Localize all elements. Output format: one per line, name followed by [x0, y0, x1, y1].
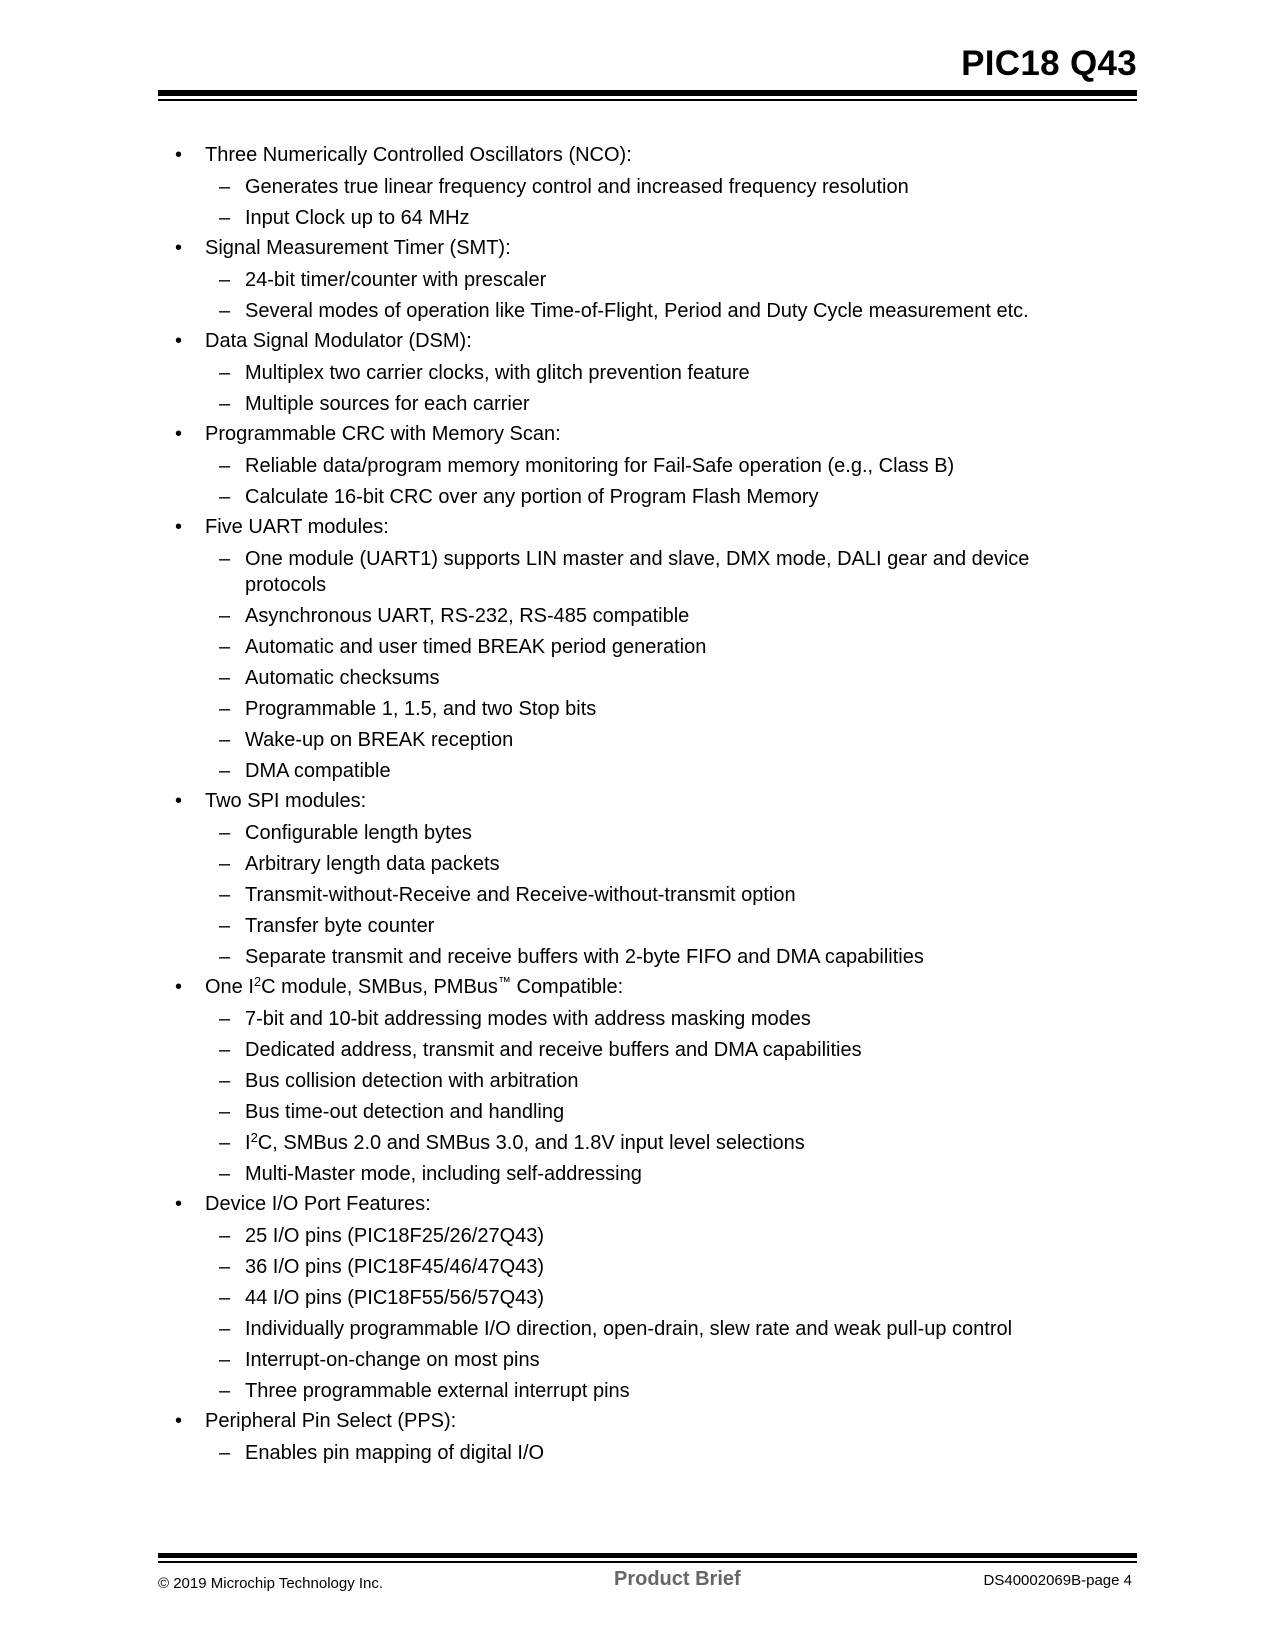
dash: –: [219, 1349, 231, 1371]
sub-item: – Reliable data/program memory monitoring for Fail-Safe operation (e.g., Class B): [219, 455, 955, 477]
footer-doc-type: Product Brief: [614, 1568, 741, 1590]
sub-item: – Dedicated address, transmit and receive buffers and DMA capabilities: [219, 1039, 862, 1061]
list-item-dsm: [175, 329, 1115, 417]
list-item-i2c: [175, 975, 1115, 1187]
bullet: •: [175, 237, 183, 259]
dash: –: [219, 1256, 231, 1278]
dash: –: [219, 176, 231, 198]
sub-item: – Transmit-without-Receive and Receive-without-transmit option: [219, 884, 796, 906]
dash: –: [219, 1225, 231, 1247]
dash: –: [219, 1318, 231, 1340]
section-title: Signal Measurement Timer (SMT):: [205, 237, 511, 259]
dash: –: [219, 915, 231, 937]
sub-item: – DMA compatible: [219, 760, 391, 782]
footer-rule-thin: [158, 1561, 1137, 1563]
section-title: One $I^2C$ module, SMBus, PMBus™ Compatible:: [205, 974, 624, 998]
sub-item: – Interrupt-on-change on most pins: [219, 1349, 540, 1371]
section-title: Data Signal Modulator (DSM):: [205, 330, 472, 352]
dash: –: [219, 729, 231, 751]
bullet: •: [175, 144, 183, 166]
sub-item: – Multiple sources for each carrier: [219, 393, 530, 415]
sub-item: – Arbitrary length data packets: [219, 853, 500, 875]
dash: –: [219, 1070, 231, 1092]
dash: –: [219, 698, 231, 720]
sub-item: – $I^2C$, SMBus 2.0 and SMBus 3.0, and 1.8V input level selections: [219, 1130, 805, 1154]
header-rule-thick: [158, 90, 1137, 96]
dash: –: [219, 1442, 231, 1464]
sub-item: – Programmable 1, 1.5, and two Stop bits: [219, 698, 597, 720]
sub-item: – Generates true linear frequency control and increased frequency resolution: [219, 176, 909, 198]
sub-item: – 44 I/O pins (PIC18F55/56/57Q43): [219, 1287, 545, 1309]
sub-item: – Wake-up on BREAK reception: [219, 729, 514, 751]
sub-item: – Transfer byte counter: [219, 915, 435, 937]
list-item-io-ports: [175, 1192, 1115, 1404]
dash: –: [219, 207, 231, 229]
dash: –: [219, 269, 231, 291]
sub-item: – Separate transmit and receive buffers with 2-byte FIFO and DMA capabilities: [219, 946, 924, 968]
sub-item: – Three programmable external interrupt pins: [219, 1380, 630, 1402]
dash: –: [219, 1163, 231, 1185]
footer-page-id: DS40002069B-page 4: [983, 1572, 1132, 1589]
feature-list: [175, 143, 1115, 1471]
dash: –: [219, 1101, 231, 1123]
footer-copyright: © 2019 Microchip Technology Inc.: [158, 1575, 384, 1592]
sub-item: – Individually programmable I/O direction, open-drain, slew rate and weak pull-up control: [219, 1318, 1013, 1340]
bullet: •: [175, 516, 183, 538]
bullet: •: [175, 1410, 183, 1432]
sub-item: – Multi-Master mode, including self-addressing: [219, 1163, 642, 1185]
dash: –: [219, 760, 231, 782]
list-item-spi: [175, 789, 1115, 970]
dash: –: [219, 853, 231, 875]
dash: –: [219, 362, 231, 384]
sub-item: – 36 I/O pins (PIC18F45/46/47Q43): [219, 1256, 545, 1278]
page-title: PIC18 Q43: [961, 44, 1137, 83]
dash: –: [219, 884, 231, 906]
dash: –: [219, 667, 231, 689]
dash: –: [219, 1008, 231, 1030]
sub-item: – Several modes of operation like Time-of-Flight, Period and Duty Cycle measurement etc.: [219, 300, 1029, 322]
dash: –: [219, 1287, 231, 1309]
sub-item: – Automatic checksums: [219, 667, 440, 689]
section-title: Two SPI modules:: [205, 790, 367, 812]
dash: –: [219, 605, 231, 627]
bullet: •: [175, 330, 183, 352]
list-item-pps: [175, 1409, 1115, 1466]
dash: –: [219, 393, 231, 415]
bullet: •: [175, 1193, 183, 1215]
sub-item: – Bus time-out detection and handling: [219, 1101, 565, 1123]
list-item-nco: [175, 143, 1115, 231]
list-item-smt: [175, 236, 1115, 324]
sub-item: – 25 I/O pins (PIC18F25/26/27Q43): [219, 1225, 545, 1247]
bullet: •: [175, 790, 183, 812]
sub-item: – Bus collision detection with arbitration: [219, 1070, 579, 1092]
dash: –: [219, 636, 231, 658]
sub-item: – Configurable length bytes: [219, 822, 472, 844]
sub-item: – 24-bit timer/counter with prescaler: [219, 269, 547, 291]
section-title: Programmable CRC with Memory Scan:: [205, 423, 561, 445]
section-title: Device I/O Port Features:: [205, 1193, 431, 1215]
dash: –: [219, 1380, 231, 1402]
header-rule-thin: [158, 99, 1137, 101]
dash: –: [219, 946, 231, 968]
section-title: Three Numerically Controlled Oscillators (NCO):: [205, 144, 632, 166]
list-item-uart: [175, 515, 1115, 784]
dash: –: [219, 300, 231, 322]
bullet: •: [175, 976, 183, 998]
footer-rule-thick: [158, 1553, 1137, 1558]
sub-item: – Asynchronous UART, RS-232, RS-485 compatible: [219, 605, 690, 627]
sub-item: – Calculate 16-bit CRC over any portion of Program Flash Memory: [219, 486, 819, 508]
sub-item: – Enables pin mapping of digital I/O: [219, 1442, 545, 1464]
section-title: Five UART modules:: [205, 516, 389, 538]
dash: –: [219, 822, 231, 844]
dash: –: [219, 1039, 231, 1061]
sub-item: – One module (UART1) supports LIN master and slave, DMX mode, DALI gear and device protocols: [219, 548, 1030, 596]
sub-item: – Automatic and user timed BREAK period generation: [219, 636, 707, 658]
dash: –: [219, 486, 231, 508]
sub-item: – Input Clock up to 64 MHz: [219, 207, 470, 229]
dash: –: [219, 455, 231, 477]
sub-item: – 7-bit and 10-bit addressing modes with address masking modes: [219, 1008, 811, 1030]
dash: –: [219, 548, 231, 570]
dash: –: [219, 1132, 231, 1154]
bullet: •: [175, 423, 183, 445]
section-title: Peripheral Pin Select (PPS):: [205, 1410, 457, 1432]
list-item-crc: [175, 422, 1115, 510]
sub-item: – Multiplex two carrier clocks, with glitch prevention feature: [219, 362, 750, 384]
